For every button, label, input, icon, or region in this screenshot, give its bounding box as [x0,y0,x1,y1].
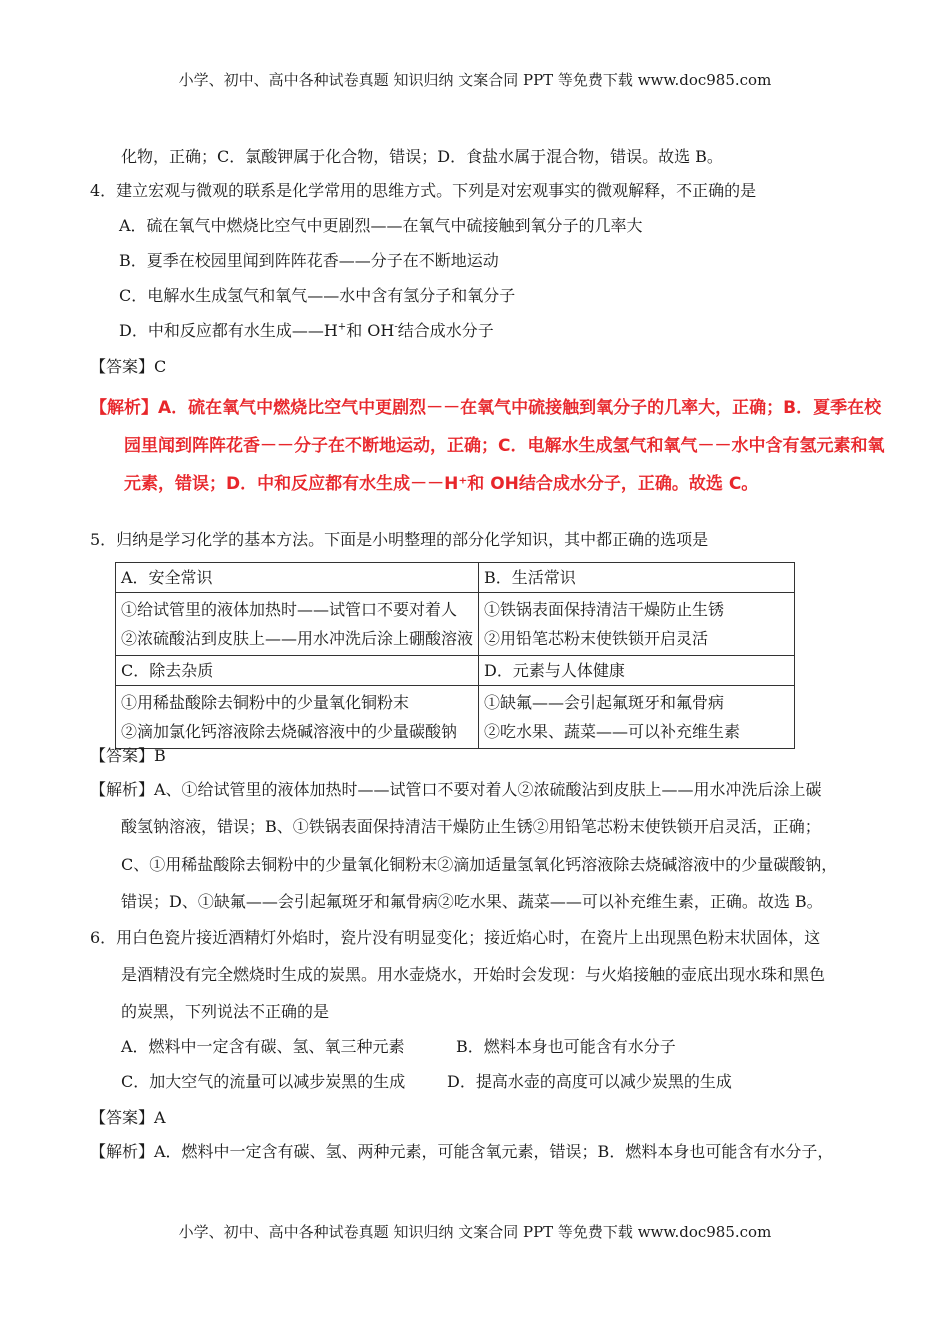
q4-option-a: A．硫在氧气中燃烧比空气中更剧烈——在氧气中硫接触到氧分子的几率大 [119,216,643,235]
table-cell-b-content [479,593,795,656]
q4-analysis-line-1: 【解析】A．硫在氧气中燃烧比空气中更剧烈－－在氧气中硫接触到氧分子的几率大，正确；B．夏季在校 [90,398,882,418]
table-b-item-1: ①铁锅表面保持清洁干燥防止生锈 [484,600,725,619]
table-a-item-1: ①给试管里的液体加热时——试管口不要对着人 [121,600,458,619]
table-c-item-1: ①用稀盐酸除去铜粉中的少量氧化铜粉末 [121,693,410,712]
table-b-item-2: ②用铅笔芯粉末使铁锁开启灵活 [484,629,709,648]
q6-option-a: A．燃料中一定含有碳、氢、氧三种元素 [121,1037,405,1056]
table-cell-a-title: A．安全常识 [116,563,479,593]
table-c-item-2: ②滴加氯化钙溶液除去烧碱溶液中的少量碳酸钠 [121,722,458,741]
q4-analysis-line-3: 元素，错误；D．中和反应都有水生成－－H⁺和 OH结合成水分子，正确。故选 C。 [124,474,759,494]
q5-knowledge-table [115,562,795,749]
table-cell-b-title: B．生活常识 [479,563,795,593]
table-cell-c-title: C．除去杂质 [116,656,479,686]
q6-stem-line-2: 是酒精没有完全燃烧时生成的炭黑。用水壶烧水，开始时会发现：与火焰接触的壶底出现水珠和黑色 [121,965,826,984]
page-footer: 小学、初中、高中各种试卷真题 知识归纳 文案合同 PPT 等免费下载 www.doc985.com [178,1223,772,1241]
q5-answer: 【答案】B [90,746,166,765]
q6-analysis-line-1: 【解析】A．燃料中一定含有碳、氢、两种元素，可能含氧元素，错误；B．燃料本身也可能含有水分子， [90,1142,834,1161]
q4-option-b: B．夏季在校园里闻到阵阵花香——分子在不断地运动 [119,251,499,270]
q4-option-c: C．电解水生成氢气和氧气——水中含有氢分子和氧分子 [119,286,516,305]
q5-analysis-line-1: 【解析】A、①给试管里的液体加热时——试管口不要对着人②浓硫酸沾到皮肤上——用水冲洗后涂上碳 [90,780,822,799]
table-cell-d-title: D．元素与人体健康 [479,656,795,686]
q6-stem-line-3: 的炭黑，下列说法不正确的是 [121,1002,330,1021]
q4-option-d: D．中和反应都有水生成——H+和 OH-结合成水分子 [119,321,494,340]
q5-analysis-line-3: C、①用稀盐酸除去铜粉中的少量氧化铜粉末②滴加适量氢氧化钙溶液除去烧碱溶液中的少量碳酸钠， [121,855,838,874]
page-header: 小学、初中、高中各种试卷真题 知识归纳 文案合同 PPT 等免费下载 www.doc985.com [178,71,772,89]
q6-option-d: D．提高水壶的高度可以减少炭黑的生成 [447,1072,732,1091]
q3-analysis-tail: 化物，正确；C．氯酸钾属于化合物，错误；D．食盐水属于混合物，错误。故选 B。 [121,147,723,166]
q5-stem: 5．归纳是学习化学的基本方法。下面是小明整理的部分化学知识，其中都正确的选项是 [90,530,709,549]
q6-stem-line-1: 6．用白色瓷片接近酒精灯外焰时，瓷片没有明显变化；接近焰心时，在瓷片上出现黑色粉末状固体，这 [90,928,821,947]
q4-stem: 4．建立宏观与微观的联系是化学常用的思维方式。下列是对宏观事实的微观解释，不正确的是 [90,181,757,200]
table-d-item-2: ②吃水果、蔬菜——可以补充维生素 [484,722,741,741]
table-cell-a-content [116,593,479,656]
table-cell-c-content [116,686,479,749]
q6-option-c: C．加大空气的流量可以减步炭黑的生成 [121,1072,406,1091]
q5-analysis-line-2: 酸氢钠溶液，错误；B、①铁锅表面保持清洁干燥防止生锈②用铅笔芯粉末使铁锁开启灵活，正确； [121,817,821,836]
q6-answer: 【答案】A [90,1108,166,1127]
q4-analysis-line-2: 园里闻到阵阵花香－－分子在不断地运动，正确；C．电解水生成氢气和氧气－－水中含有氢元素和氧 [124,436,885,456]
q5-analysis-line-4: 错误；D、①缺氟——会引起氟斑牙和氟骨病②吃水果、蔬菜——可以补充维生素，正确。故选 B。 [121,892,823,911]
table-cell-d-content [479,686,795,749]
table-a-item-2: ②浓硫酸沾到皮肤上——用水冲洗后涂上硼酸溶液 [121,629,474,648]
table-d-item-1: ①缺氟——会引起氟斑牙和氟骨病 [484,693,725,712]
q6-option-b: B．燃料本身也可能含有水分子 [456,1037,676,1056]
q4-answer: 【答案】C [90,357,167,376]
